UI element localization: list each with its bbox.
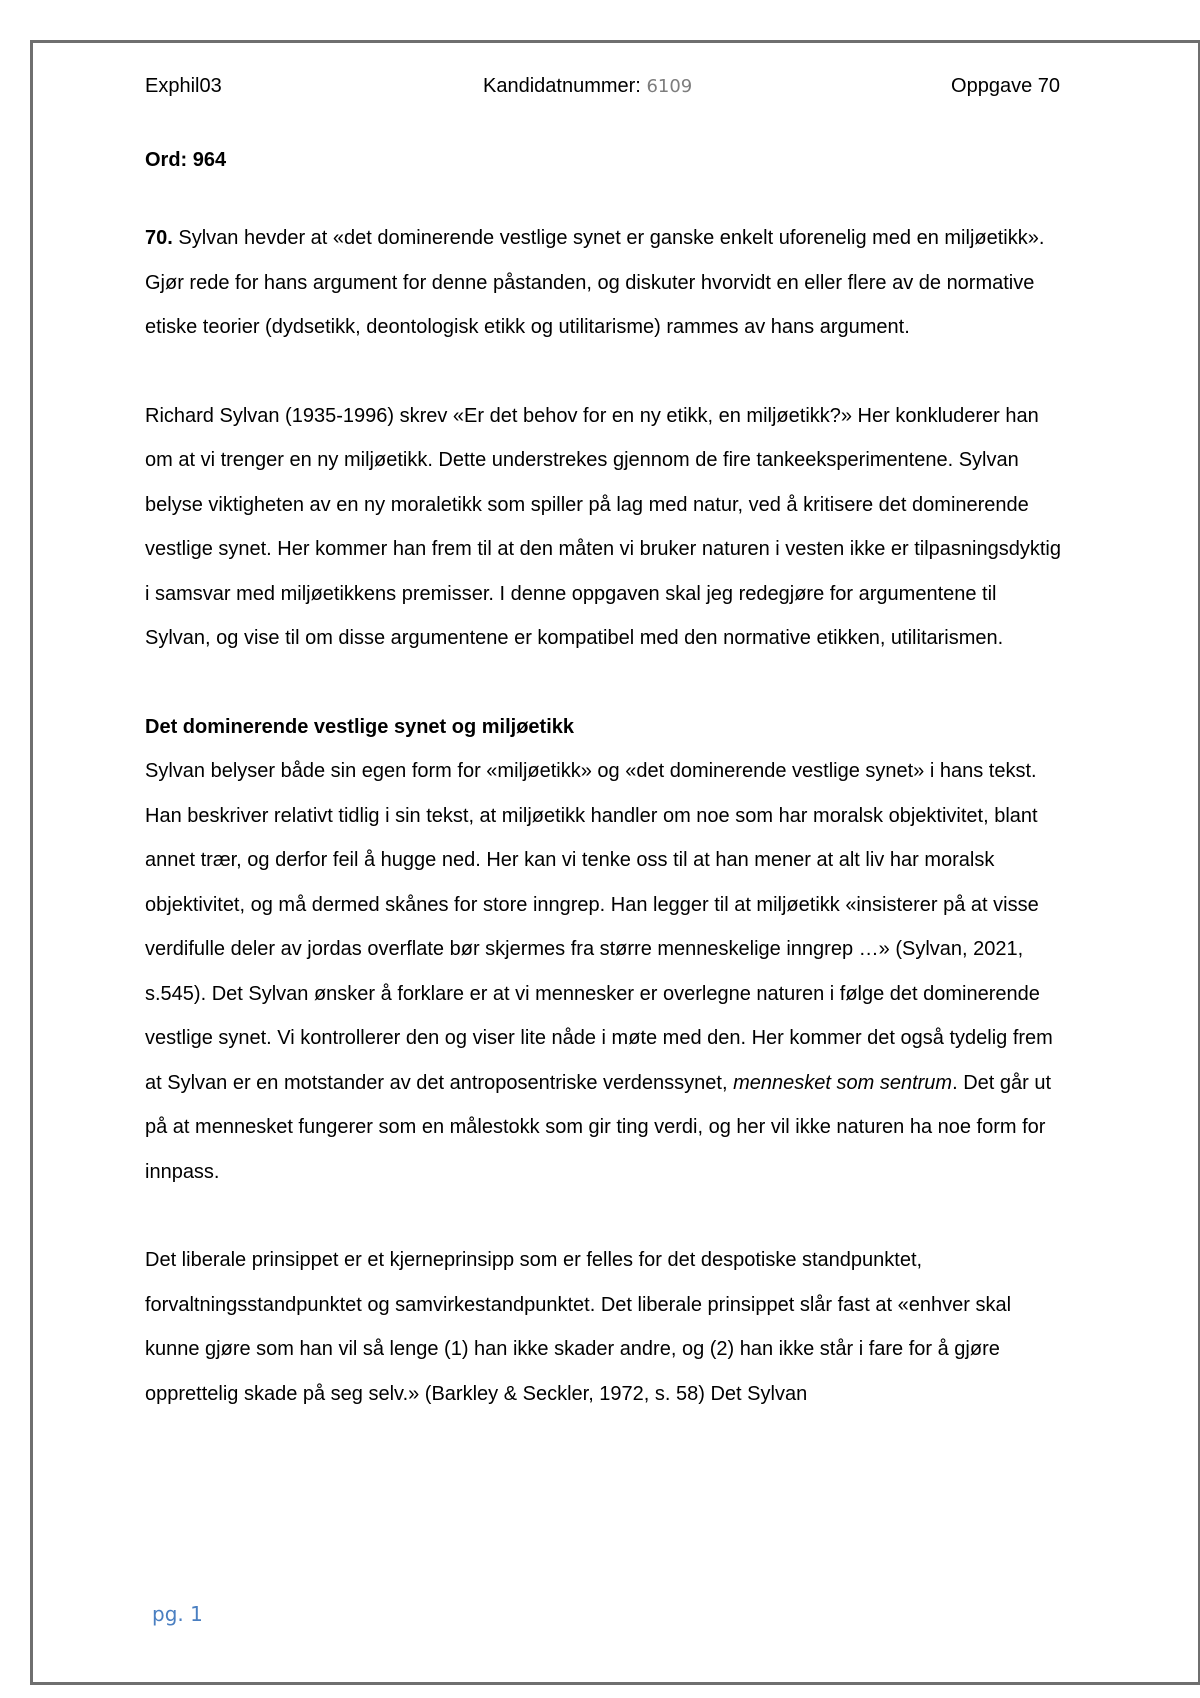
word-count: Ord: 964	[145, 149, 227, 171]
page-header	[145, 70, 1065, 102]
candidate-number-label	[483, 70, 692, 103]
course-code: Exphil03	[145, 75, 222, 97]
section-paragraph-end: . Det går ut på at mennesket fungerer som en målestokk som gir ting verdi, og her vil ikke naturen ha noe form for innpass.	[145, 1071, 1052, 1183]
document-content	[145, 70, 1065, 1416]
assignment-number: Oppgave 70	[951, 75, 1060, 97]
candidate-label: Kandidatnummer:	[483, 75, 641, 97]
candidate-number: 6109	[646, 76, 693, 97]
assignment-prompt	[145, 216, 1065, 350]
intro-paragraph: Richard Sylvan (1935-1996) skrev «Er det behov for en ny etikk, en miljøetikk?» Her konkluderer han om at vi trenger en ny miljøetikk. Dette understrekes gjennom de fire tankeeksperimentene. Sylvan belyse viktigheten av en ny moraletikk som spiller på lag med natur, ved å kritisere det dominerende vestlige synet. Her kommer han frem til at den måten vi bruker naturen i vesten ikke er tilpasningsdyktig i samsvar med miljøetikkens premisser. I denne oppgaven skal jeg redegjøre for argumentene til Sylvan, og vise til om disse argumentene er kompatibel med den normative etikken, utilitarismen.	[145, 404, 1061, 649]
page-number: pg. 1	[152, 1602, 203, 1626]
section-heading: Det dominerende vestlige synet og miljøetikk	[145, 715, 575, 738]
liberal-principle-paragraph: Det liberale prinsippet er et kjerneprinsipp som er felles for det despotiske standpunktet, forvaltningsstandpunktet og samvirkestandpunktet. Det liberale prinsippet slår fast at «enhver skal kunne gjøre som han vil så lenge (1) han ikke skader andre, og (2) han ikke står i fare for å gjøre opprettelig skade på seg selv.» (Barkley & Seckler, 1972, s. 58) Det Sylvan	[145, 1249, 1012, 1405]
section-paragraph-italic: mennesket som sentrum	[733, 1071, 953, 1094]
prompt-number: 70.	[145, 227, 173, 249]
section-paragraph	[145, 749, 1065, 1194]
section-paragraph-text: Sylvan belyser både sin egen form for «miljøetikk» og «det dominerende vestlige synet» i hans tekst. Han beskriver relativt tidlig i sin tekst, at miljøetikk handler om noe som har moralsk objektivitet, blant annet trær, og derfor feil å hugge ned. Her kan vi tenke oss til at han mener at alt liv har moralsk objektivitet, og må dermed skånes for store inngrep. Han legger til at miljøetikk «insisterer på at visse verdifulle deler av jordas overflate bør skjermes fra større menneskelige inngrep …» (Sylvan, 2021, s.545). Det Sylvan ønsker å forklare er at vi mennesker er overlegne naturen i følge det dominerende vestlige synet. Vi kontrollerer den og viser lite nåde i møte med den. Her kommer det også tydelig frem at Sylvan er en motstander av det antroposentriske verdenssynet,	[145, 760, 1053, 1094]
prompt-text: Sylvan hevder at «det dominerende vestlige synet er ganske enkelt uforenelig med en miljøetikk». Gjør rede for hans argument for denne påstanden, og diskuter hvorvidt en eller flere av de normative etiske teorier (dydsetikk, deontologisk etikk og utilitarisme) rammes av hans argument.	[145, 227, 1045, 338]
